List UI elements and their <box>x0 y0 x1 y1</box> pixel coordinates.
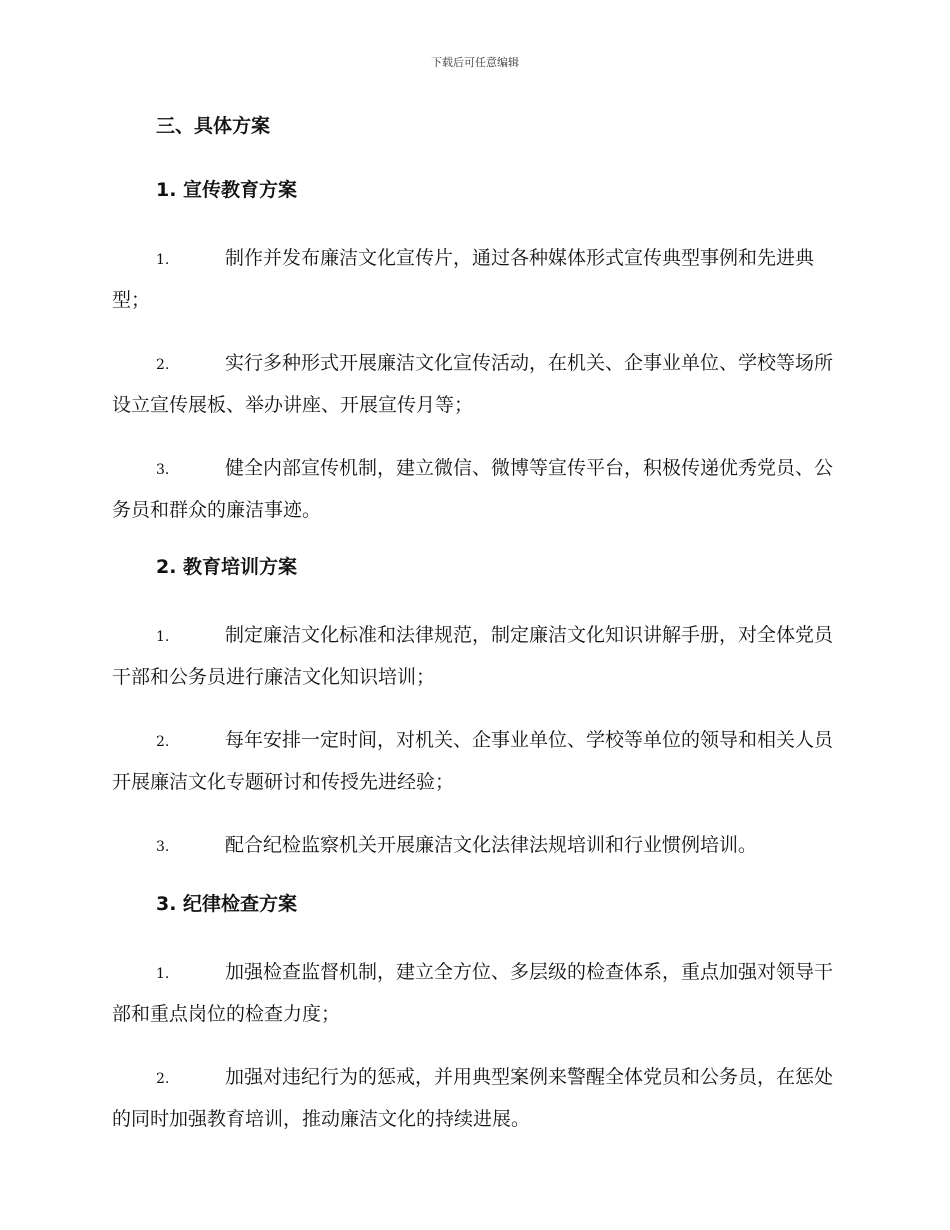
item-number: 1. <box>156 252 170 268</box>
section-title: 2. 教育培训方案 <box>156 556 298 578</box>
item-number: 3. <box>156 462 170 478</box>
item-number: 3. <box>156 839 170 855</box>
list-item <box>112 952 834 1034</box>
list-item <box>112 720 834 802</box>
section-title: 1. 宣传教育方案 <box>156 179 298 201</box>
item-text: 实行多种形式开展廉洁文化宣传活动，在机关、企事业单位、学校等场所设立宣传展板、举办讲座、开展宣传月等； <box>112 352 834 416</box>
section-discipline <box>112 890 834 1139</box>
section-title: 3. 纪律检查方案 <box>156 893 298 915</box>
document-body <box>112 112 834 1162</box>
list-item <box>112 615 834 697</box>
item-number: 2. <box>156 734 170 750</box>
list-item <box>112 825 834 867</box>
section-publicity <box>112 176 834 530</box>
list-item <box>112 238 834 320</box>
item-number: 2. <box>156 1071 170 1087</box>
item-text: 制作并发布廉洁文化宣传片，通过各种媒体形式宣传典型事例和先进典型； <box>112 247 815 311</box>
item-text: 加强检查监督机制，建立全方位、多层级的检查体系，重点加强对领导干部和重点岗位的检查力度； <box>112 961 834 1025</box>
item-number: 1. <box>156 629 170 645</box>
item-text: 配合纪检监察机关开展廉洁文化法律法规培训和行业惯例培训。 <box>225 834 758 856</box>
list-item <box>112 343 834 425</box>
list-item <box>112 448 834 530</box>
item-number: 2. <box>156 357 170 373</box>
page-header: 下载后可任意编辑 <box>431 56 519 69</box>
item-text: 健全内部宣传机制，建立微信、微博等宣传平台，积极传递优秀党员、公务员和群众的廉洁事迹。 <box>112 457 834 521</box>
list-item <box>112 1057 834 1139</box>
item-text: 每年安排一定时间，对机关、企事业单位、学校等单位的领导和相关人员开展廉洁文化专题研讨和传授先进经验； <box>112 729 834 793</box>
item-number: 1. <box>156 966 170 982</box>
section-heading: 三、具体方案 <box>156 115 271 137</box>
item-text: 制定廉洁文化标准和法律规范，制定廉洁文化知识讲解手册，对全体党员干部和公务员进行廉洁文化知识培训； <box>112 624 834 688</box>
section-training <box>112 553 834 867</box>
item-text: 加强对违纪行为的惩戒，并用典型案例来警醒全体党员和公务员，在惩处的同时加强教育培训，推动廉洁文化的持续进展。 <box>112 1066 834 1130</box>
